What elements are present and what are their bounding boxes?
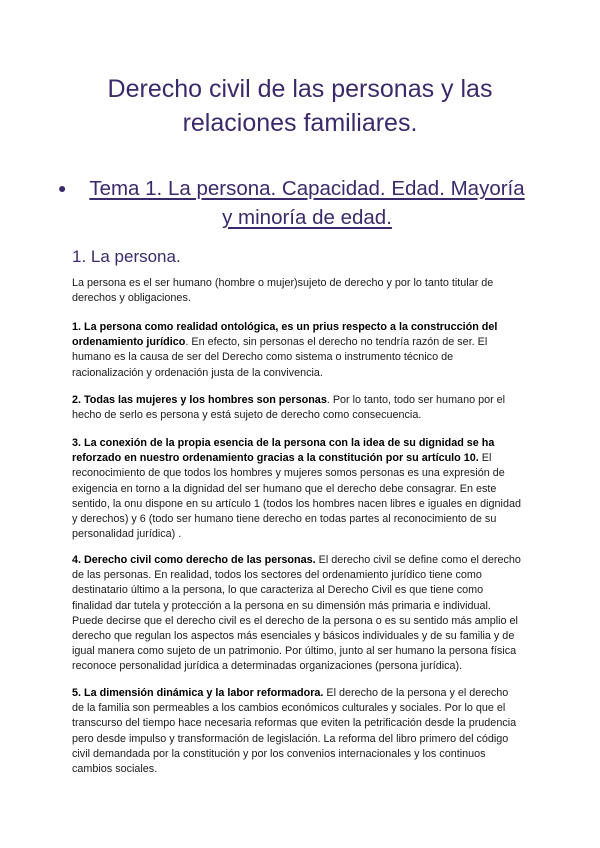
document-title-line-1: Derecho civil de las personas y las (107, 75, 493, 103)
point-paragraph-4 (72, 553, 522, 675)
point-3-text: El reconocimiento de que todos los hombres y mujeres somos personas es una expresión de exigencia en torno a la dignidad del ser humano que el derecho debe consagrar. En este sentido, la onu dispone en su artículo 1 (todos los hombres nacen libres e iguales en dignidad y derechos) y 6 (todo ser humano tiene derecho en todas partes al reconocimiento de su personalidad jurídica) . (72, 452, 521, 541)
tema-title (76, 174, 538, 232)
tema-title-line-2: y minoría de edad. (222, 206, 392, 229)
tema-heading (58, 174, 538, 232)
point-paragraph-5 (72, 686, 522, 777)
document-title (40, 72, 560, 140)
point-5-text: El derecho de la persona y el derecho de la familia son permeables a los cambios económicos culturales y sociales. Por lo que el transcurso del tiempo hace necesaria reformas que eviten la petrificación desde la prudencia pero desde impulso y transformación de legislación. La reforma del libro primero del código civil demandada por la constitución y por los convenios internacionales y los continuos cambios sociales. (72, 687, 517, 776)
point-3-bold: 3. La conexión de la propia esencia de la persona con la idea de su dignidad se ha reforzado en nuestro ordenamiento gracias a la constitución por su artículo 10. (72, 437, 495, 465)
point-2-text: . Por lo tanto, todo ser humano por el hecho de serlo es persona y está sujeto de derecho como consecuencia. (72, 394, 506, 422)
intro-paragraph: La persona es el ser humano (hombre o mujer)sujeto de derecho y por lo tanto titular de derechos y obligaciones. (72, 277, 494, 305)
bullet-icon: ● (58, 180, 67, 196)
point-paragraph-2 (72, 393, 522, 423)
document-title-line-2: relaciones familiares. (182, 109, 418, 137)
tema-title-line-1: Tema 1. La persona. Capacidad. Edad. Mayoría (89, 177, 525, 200)
point-1-text: . En efecto, sin personas el derecho no tendría razón de ser. El humano es la causa de ser del Derecho como sistema o instrumento técnico de racionalización y ordenación justa de la convivencia. (72, 336, 488, 379)
section-heading: 1. La persona. (72, 247, 181, 266)
point-5-bold: 5. La dimensión dinámica y la labor reformadora. (72, 687, 324, 699)
point-4-text: El derecho civil se define como el derecho de las personas. En realidad, todos los sectores del ordenamiento jurídico tiene como destinatario último a la persona, lo que caracteriza al Derecho Civil es que tiene como finalidad dar tutela y protección a la persona en su dimensión más primaria e individual. Puede decirse que el derecho civil es el derecho de la persona o es su sentido más amplio el derecho que regulan los aspectos más esenciales y básicos individuales y de su familia y de igual manera como sujeto de un patrimonio. Por último, junto al ser humano la persona física reconoce personalidad jurídica a determinadas organizaciones (persona jurídica). (72, 554, 521, 673)
point-paragraph-3 (72, 436, 522, 542)
point-paragraph-1 (72, 320, 522, 381)
point-2-bold: 2. Todas las mujeres y los hombres son personas (72, 394, 327, 406)
point-4-bold: 4. Derecho civil como derecho de las personas. (72, 554, 316, 566)
point-1-bold: 1. La persona como realidad ontológica, es un prius respecto a la construcción del ordenamiento jurídico (72, 321, 498, 349)
